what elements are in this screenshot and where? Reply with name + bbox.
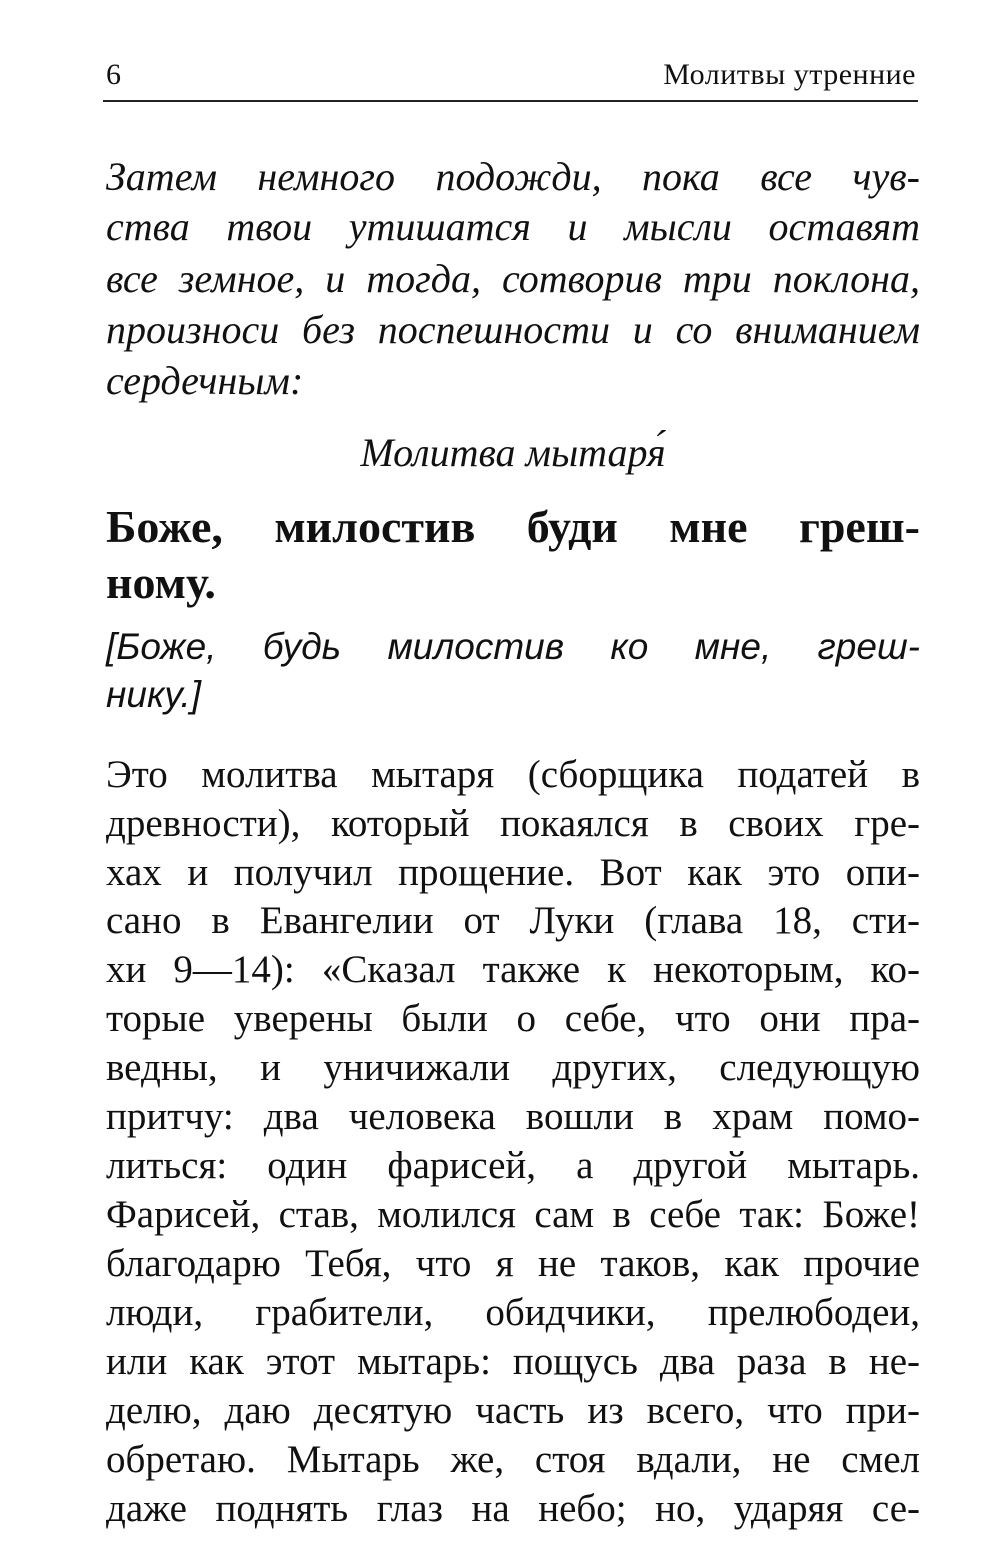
- body-line: притчу: два человека вошли в храм помо-: [106, 1095, 920, 1138]
- intro-line: произноси без поспешности и со вниманием: [106, 307, 920, 352]
- body-line: Это молитва мытаря (сборщика податей в: [106, 753, 920, 796]
- body-line: или как этот мытарь: пощусь два раза в не-: [106, 1340, 920, 1383]
- body-line: сано в Евангелии от Луки (глава 18, сти-: [106, 899, 920, 942]
- translation-line: [Боже, будь милостив ко мне, греш-: [106, 626, 920, 667]
- body-line: литься: один фарисей, а другой мытарь.: [106, 1144, 920, 1187]
- body-line: люди, грабители, обидчики, прелюбодеи,: [106, 1291, 920, 1334]
- intro-line: ства твои утишатся и мысли оставят: [106, 204, 920, 249]
- body-line: даже поднять глаз на небо; но, ударяя се-: [106, 1487, 920, 1530]
- body-line: Фарисей, став, молился сам в себе так: Боже!: [106, 1193, 920, 1236]
- prayer-line: ному.: [106, 557, 216, 608]
- running-title: Молитвы утренние: [663, 58, 916, 91]
- body-line: делю, даю десятую часть из всего, что при-: [106, 1389, 920, 1432]
- prayer-title: Молитва мытаря́: [360, 430, 666, 475]
- body-line: торые уверены были о себе, что они пра-: [106, 997, 920, 1040]
- translation-line: нику.]: [106, 674, 201, 715]
- intro-line: Затем немного подожди, пока все чув-: [106, 154, 920, 199]
- intro-line: сердечным:: [106, 358, 304, 403]
- body-line: древности), который покаялся в своих гре-: [106, 802, 920, 845]
- body-line: хи 9—14): «Сказал также к некоторым, ко-: [106, 948, 920, 991]
- body-line: ведны, и уничижали других, следующую: [106, 1046, 920, 1089]
- body-line: хах и получил прощение. Вот как это опи-: [106, 851, 920, 894]
- page-number: 6: [106, 58, 121, 91]
- body-line: благодарю Тебя, что я не таков, как прочие: [106, 1242, 920, 1285]
- intro-line: все земное, и тогда, сотворив три поклона,: [106, 256, 920, 301]
- running-header: [103, 52, 918, 102]
- body-line: обретаю. Мытарь же, стоя вдали, не смел: [106, 1438, 920, 1481]
- prayer-line: Боже, милостив буди мне греш-: [106, 501, 920, 552]
